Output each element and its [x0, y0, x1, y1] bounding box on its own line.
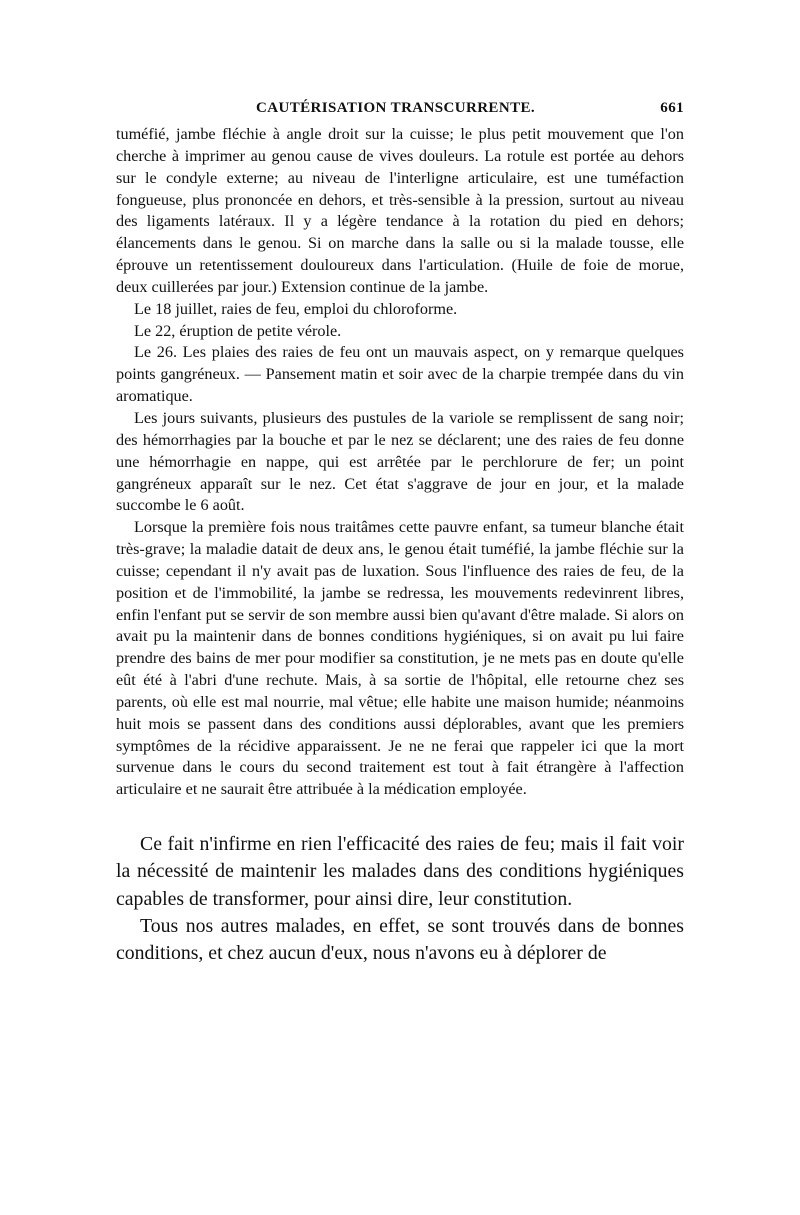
paragraph: Le 18 juillet, raies de feu, emploi du chloroforme. — [134, 299, 458, 318]
paragraph: Lorsque la première fois nous traitâmes cette pauvre enfant, sa tumeur blanche était très-grave; la maladie datait de deux ans, le genou était tuméfié, la jambe fléchie sur la cuisse; cependant il n'y avait pas de luxation. Sous l'influence des raies de feu, de la position et de l'immobilité, la jambe se redressa, les mouvements redevinrent libres, enfin l'enfant put se servir de son membre aussi bien qu'avant d'être malade. Si alors on avait pu la maintenir dans de bonnes conditions hygiéniques, si on avait pu lui faire prendre des bains de mer pour modifier sa constitution, je ne mets pas en doute qu'elle eût été à l'abri d'une rechute. Mais, à sa sortie de l'hôpital, elle retourne chez ses parents, où elle est mal nourrie, mal vêtue; elle habite une maison humide; néanmoins huit mois se passent dans des conditions aussi déplorables, avant que les premiers symptômes de la récidive apparaissent. Je ne ne ferai que rappeler ici que la mort survenue dans le cours du second traitement est tout à fait étrangère à l'affection articulaire et ne saurait être attribuée à la médication employée. — [116, 518, 684, 799]
paragraph: Les jours suivants, plusieurs des pustules de la variole se remplissent de sang noir; des hémorrhagies par la bouche et par le nez se déclarent; une des raies de feu donne une hémorrhagie en nappe, qui est arrêtée par le perchlorure de fer; un point gangréneux apparaît sur le nez. Cet état s'aggrave de jour en jour, et la malade succombe le 6 août. — [116, 408, 684, 515]
small-print-section — [116, 124, 684, 801]
running-head — [116, 96, 684, 124]
page — [116, 96, 684, 968]
page-number: 661 — [660, 100, 684, 116]
paragraph: Tous nos autres malades, en effet, se sont trouvés dans de bonnes conditions, et chez aucun d'eux, nous n'avons eu à déplorer de — [116, 915, 684, 965]
paragraph: Le 22, éruption de petite vérole. — [134, 321, 342, 340]
running-title: CAUTÉRISATION TRANSCURRENTE. — [256, 100, 536, 116]
paragraph: Ce fait n'infirme en rien l'efficacité des raies de feu; mais il fait voir la nécessité de maintenir les malades dans des conditions hygiéniques capables de transformer, pour ainsi dire, leur constitution. — [116, 833, 684, 910]
main-text-section — [116, 831, 684, 967]
paragraph: Le 26. Les plaies des raies de feu ont un mauvais aspect, on y remarque quelques points gangréneux. — Pansement matin et soir avec de la charpie trempée dans du vin aromatique. — [116, 343, 684, 406]
paragraph: tuméfié, jambe fléchie à angle droit sur la cuisse; le plus petit mouvement que l'on cherche à imprimer au genou cause de vives douleurs. La rotule est portée au dehors sur le condyle externe; au niveau de l'interligne articulaire, est une tuméfaction fongueuse, plus prononcée en dehors, et très-sensible à la pression, surtout au niveau des ligaments latéraux. Il y a légère tendance à la rotation du pied en dehors; élancements dans le genou. Si on marche dans la salle ou si la malade tousse, elle éprouve un retentissement douloureux dans l'articulation. (Huile de foie de morue, deux cuillerées par jour.) Extension continue de la jambe. — [116, 125, 684, 296]
